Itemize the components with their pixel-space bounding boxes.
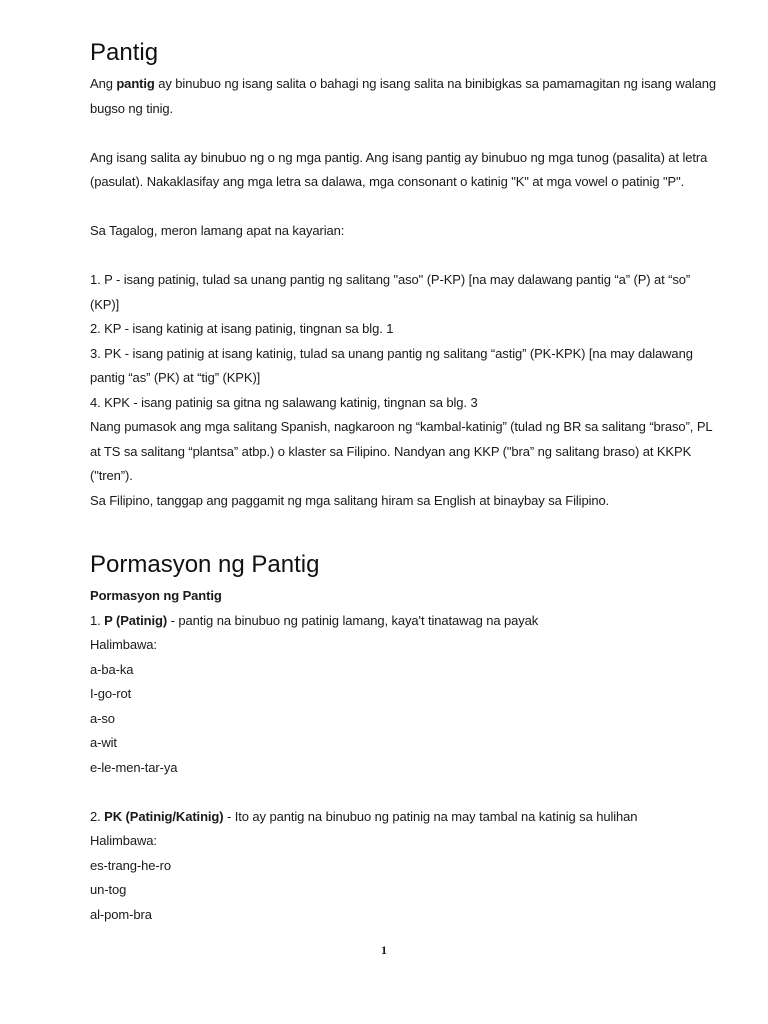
item2-num: 2. xyxy=(90,808,105,824)
paragraph-2: Ang isang salita ay binubuo ng o ng mga pantig. Ang isang pantig ay binubuo ng mga tunog (pasalita) at letra (pasulat). Nakaklasifay ang mga letra sa dalawa, mga consonant o katinig "K" at mga vowel o patinig "P". xyxy=(90,149,708,189)
intro-pre: Ang xyxy=(90,76,117,91)
pormasyon-item-1 xyxy=(90,609,720,634)
section-title-pormasyon: Pormasyon ng Pantig xyxy=(90,551,320,578)
example-label-1: Halimbawa: xyxy=(90,637,157,652)
example-word: un-tog xyxy=(90,882,127,897)
item2-rest: - Ito ay pantig na binubuo ng patinig na may tambal na katinig sa hulihan xyxy=(223,808,638,824)
example-word: I-go-rot xyxy=(90,686,132,701)
subtitle-pormasyon xyxy=(90,584,720,609)
item1-num: 1. xyxy=(90,612,105,628)
example-word: a-wit xyxy=(90,735,117,750)
example-word: es-trang-he-ro xyxy=(90,857,171,873)
intro-bold-term: pantig xyxy=(116,76,155,91)
paragraph-5: Sa Filipino, tanggap ang paggamit ng mga salitang hiram sa English at binaybay sa Filipino. xyxy=(90,492,610,508)
example-word: e-le-men-tar-ya xyxy=(90,759,178,775)
subtitle-text: Pormasyon ng Pantig xyxy=(90,588,222,603)
example-word: a-ba-ka xyxy=(90,661,134,677)
item1-rest: - pantig na binubuo ng patinig lamang, kaya't tinatawag na payak xyxy=(167,612,539,628)
intro-post: ay binubuo ng isang salita o bahagi ng isang salita na binibigkas sa pamamagitan ng isang walang bugso ng tinig. xyxy=(90,76,716,116)
intro-paragraph xyxy=(90,72,720,121)
item1-bold: P (Patinig) xyxy=(104,612,168,628)
example-word: al-pom-bra xyxy=(90,906,152,922)
paragraph-4: Nang pumasok ang mga salitang Spanish, nagkaroon ng “kambal-katinig” (tulad ng BR sa salitang “braso”, PL at TS sa salitang “plantsa” atbp.) o klaster sa Filipino. Nandyan ang KKP ("bra” ng salitang braso) at KKPK ("tren”). xyxy=(90,419,713,483)
item2-bold: PK (Patinig/Katinig) xyxy=(104,808,224,824)
example-word: a-so xyxy=(90,710,115,726)
list-item-1: 1. P - isang patinig, tulad sa unang pantig ng salitang "aso" (P-KP) [na may dalawang pantig “a” (P) at “so” (KP)] xyxy=(90,272,691,312)
paragraph-3: Sa Tagalog, meron lamang apat na kayarian: xyxy=(90,223,345,238)
pormasyon-item-2 xyxy=(90,805,720,830)
page-number: 1 xyxy=(381,943,387,957)
list-item-4: 4. KPK - isang patinig sa gitna ng salawang katinig, tingnan sa blg. 3 xyxy=(90,394,478,410)
example-label-2: Halimbawa: xyxy=(90,833,157,848)
list-item-2: 2. KP - isang katinig at isang patinig, tingnan sa blg. 1 xyxy=(90,321,394,336)
document-page xyxy=(90,0,720,927)
section-title-pantig: Pantig xyxy=(90,39,159,66)
list-item-3: 3. PK - isang patinig at isang katinig, tulad sa unang pantig ng salitang “astig” (PK-KPK) [na may dalawang pantig “as” (PK) at “tig” (KPK)] xyxy=(90,345,693,385)
